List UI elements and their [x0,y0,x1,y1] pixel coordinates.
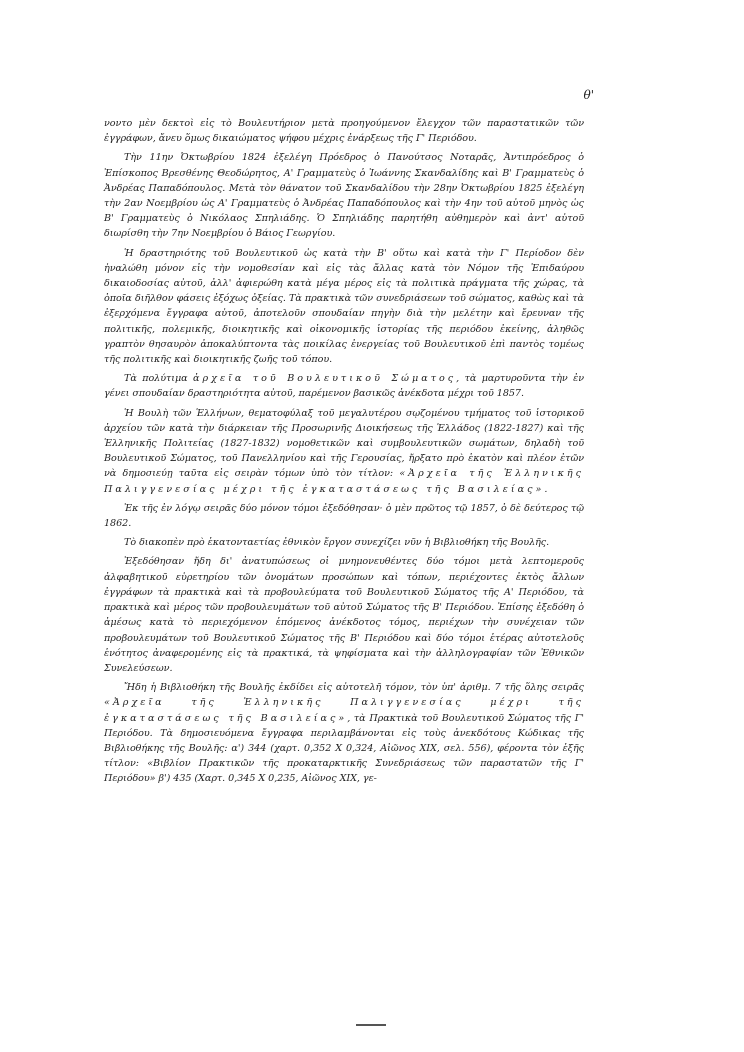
paragraph-text: , τὰ μαρτυροῦντα τὴν ἐν γένει σπουδαίαν δραστηριότητα αὐτοῦ, παρέμενον βασικῶς ἀνέκδοτα μέχρι τοῦ 1857. [104,373,584,400]
paragraph-text: Ἡ Βουλὴ τῶν Ἑλλήνων, θεματοφύλαξ τοῦ μεγαλυτέρου σῳζομένου τμήματος τοῦ ἱστορικοῦ ἀρχείου τῶν κατὰ τὴν διάρκειαν τῆς Προσωρινῆς Διοικήσεως τῆς Ἑλλάδος (1822-1827) καὶ τῆς Ἑλληνικῆς Πολιτείας (1827-1832) νομοθετικῶν καὶ συμβουλευτικῶν σωμάτων, δηλαδὴ τοῦ Βουλευτικοῦ Σώματος, τοῦ Πανελληνίου καὶ τῆς Γερουσίας, ἤρξατο πρὸ ἑκατὸν καὶ πλέον ἐτῶν νὰ δημοσιεύῃ ταῦτα εἰς σειρὰν τόμων ὑπὸ τὸν τίτλον: [104,407,584,480]
spaced-title-text: «Ἀρχεῖα τῆς Ἑλληνικῆς Παλιγγενεσίας μέχρι τῆς ἐγκαταστάσεως τῆς Βασιλείας» [104,468,584,495]
paragraph-text: Ἐκ τῆς ἐν λόγῳ σειρᾶς δύο μόνον τόμοι ἐξεδόθησαν· ὁ μὲν πρῶτος τῷ 1857, ὁ δὲ δεύτερος τῷ 1862. [104,502,584,530]
body-text [104,116,584,791]
spaced-title-text: «Ἀρχεῖα τῆς Ἑλληνικῆς Παλιγγενεσίας μέχρι τῆς ἐγκαταστάσεως τῆς Βασιλείας» [104,697,584,724]
paragraph [104,371,584,401]
spaced-title-text: ἀρχεῖα τοῦ Βουλευτικοῦ Σώματος [193,373,457,385]
paragraph-text: Τὰ πολύτιμα [124,373,194,385]
paragraph-text: Ἡ δραστηριότης τοῦ Βουλευτικοῦ ὡς κατὰ τὴν Β' οὕτω καὶ κατὰ τὴν Γ' Περίοδον δὲν ἠναλώθη μόνον εἰς τὴν νομοθεσίαν καὶ εἰς τὰς ἄλλας κατὰ τὸν Νόμον τῆς Ἐπιδαύρου δικαιοδοσίας αὐτοῦ, ἀλλ' ἀφιερώθη κατὰ μέγα μέρος εἰς τὰ πολιτικὰ πράγματα τῆς χώρας, τὰ ὁποῖα διῆλθον φάσεις ἐξόχως ὀξείας. Τὰ πρακτικὰ τῶν συνεδριάσεων τοῦ σώματος, καθὼς καὶ τὰ ἐξερχόμενα ἔγγραφα αὐτοῦ, ἀποτελοῦν σπουδαίαν πηγὴν διὰ τὴν μελέτην καὶ ἔρευναν τῆς πολιτικῆς, πολεμικῆς, διοικητικῆς καὶ οἰκονομικῆς ἱστορίας τῆς περιόδου ἐκείνης, ἀληθῶς γραπτὸν θησαυρὸν ἀποκαλύπτοντα τὰς ποικίλας ἐνεργείας τοῦ Βουλευτικοῦ ἐπὶ παντὸς τομέως τῆς πολιτικῆς καὶ διοικητικῆς ζωῆς τοῦ τόπου. [104,247,584,366]
paragraph [104,116,584,146]
paragraph [104,406,584,497]
paragraph-text: Τὴν 11ην Ὀκτωβρίου 1824 ἐξελέγη Πρόεδρος ὁ Πανούτσος Νοταρᾶς, Ἀντιπρόεδρος ὁ Ἐπίσκοπος Βρεσθένης Θεοδώρητος, Α' Γραμματεὺς ὁ Ἰωάννης Σκανδαλίδης καὶ Β' Γραμματεὺς ὁ Ἀνδρέας Παπαδόπουλος. Μετὰ τὸν θάνατον τοῦ Σκανδαλίδου τὴν 28ην Ὀκτωβρίου 1825 ἐξελέγη τὴν 2αν Νοεμβρίου ὡς Α' Γραμματεὺς ὁ Ἀνδρέας Παπαδόπουλος καὶ τὴν 4ην τοῦ αὐτοῦ μηνὸς ὡς Β' Γραμματεὺς ὁ Νικόλαος Σπηλιάδης. Ὁ Σπηλιάδης παρητήθη αὐθημερὸν καὶ ἀντ' αὐτοῦ διωρίσθη τὴν 7ην Νοεμβρίου ὁ Βάιος Γεωργίου. [104,152,584,240]
paragraph-text: Ἐξεδόθησαν ἤδη δι' ἀνατυπώσεως οἱ μνημονευθέντες δύο τόμοι μετὰ λεπτομεροῦς ἀλφαβητικοῦ εὑρετηρίου τῶν ὀνομάτων προσώπων καὶ τόπων, περιέχοντες ἐκτὸς ἄλλων ἐγγράφων τὰ πρακτικὰ καὶ τὰ προβουλεύματα τοῦ Βουλευτικοῦ Σώματος τῆς Α' Περιόδου, τὰ πρακτικὰ καὶ μέρος τῶν προβουλευμάτων τοῦ αὐτοῦ Σώματος τῆς Β' Περιόδου. Ἐπίσης ἐξεδόθη ὁ ἀμέσως κατὰ τὸ περιεχόμενον ἑπόμενος ἀνέκδοτος τόμος, περιέχων τὴν συνέχειαν τῶν προβουλευμάτων τοῦ Βουλευτικοῦ Σώματος τῆς Β' Περιόδου καὶ δύο τόμοι ἑτέρας αὐτοτελοῦς ἑνότητος ἀναφερομένης εἰς τὰ πρακτικά, τὰ ψηφίσματα καὶ τὴν ἀλληλογραφίαν τῶν Ἐθνικῶν Συνελεύσεων. [104,556,584,674]
paragraph-text: Ἤδη ἡ Βιβλιοθήκη τῆς Βουλῆς ἐκδίδει εἰς αὐτοτελῆ τόμον, τὸν ὑπ' ἀριθμ. 7 τῆς ὅλης σειρᾶς [124,682,584,694]
paragraph-text: , τὰ Πρακτικὰ τοῦ Βουλευτικοῦ Σώματος τῆς Γ' Περιόδου. Τὰ δημοσιευόμενα ἔγγραφα περιλαμβάνονται εἰς τοὺς ἀνεκδότους Κώδικας τῆς Βιβλιοθήκης τῆς Βουλῆς: α') 344 (χαρτ. 0,352 X 0,324, Αἰῶνος XIX, σελ. 556), φέροντα τὸν ἑξῆς τίτλον: «Βιβλίον Πρακτικῶν τῆς προκαταρκτικῆς Συνεδριάσεως τῶν παραστατῶν τῆς Γ' Περιόδου» β') 435 (Χαρτ. 0,345 X 0,235, Αἰῶνος XIX, γε- [104,712,584,785]
paragraph-text: Τὸ διακοπὲν πρὸ ἑκατονταετίας ἐθνικὸν ἔργον συνεχίζει νῦν ἡ Βιβλιοθήκη τῆς Βουλῆς. [124,537,550,549]
paragraph [104,554,584,676]
paragraph [104,680,584,786]
paragraph [104,535,584,550]
paragraph-text: . [544,483,548,495]
footer-mark [356,1024,386,1026]
paragraph [104,501,584,531]
paragraph [104,246,584,368]
paragraph-text: νοντο μὲν δεκτοὶ εἰς τὸ Βουλευτήριον μετὰ προηγούμενον ἔλεγχον τῶν παραστατικῶν τῶν ἐγγράφων, ἄνευ ὅμως δικαιώματος ψήφου μέχρις ἐνάρξεως τῆς Γ' Περιόδου. [104,118,584,145]
page-number: θ' [583,88,594,102]
paragraph [104,150,584,241]
